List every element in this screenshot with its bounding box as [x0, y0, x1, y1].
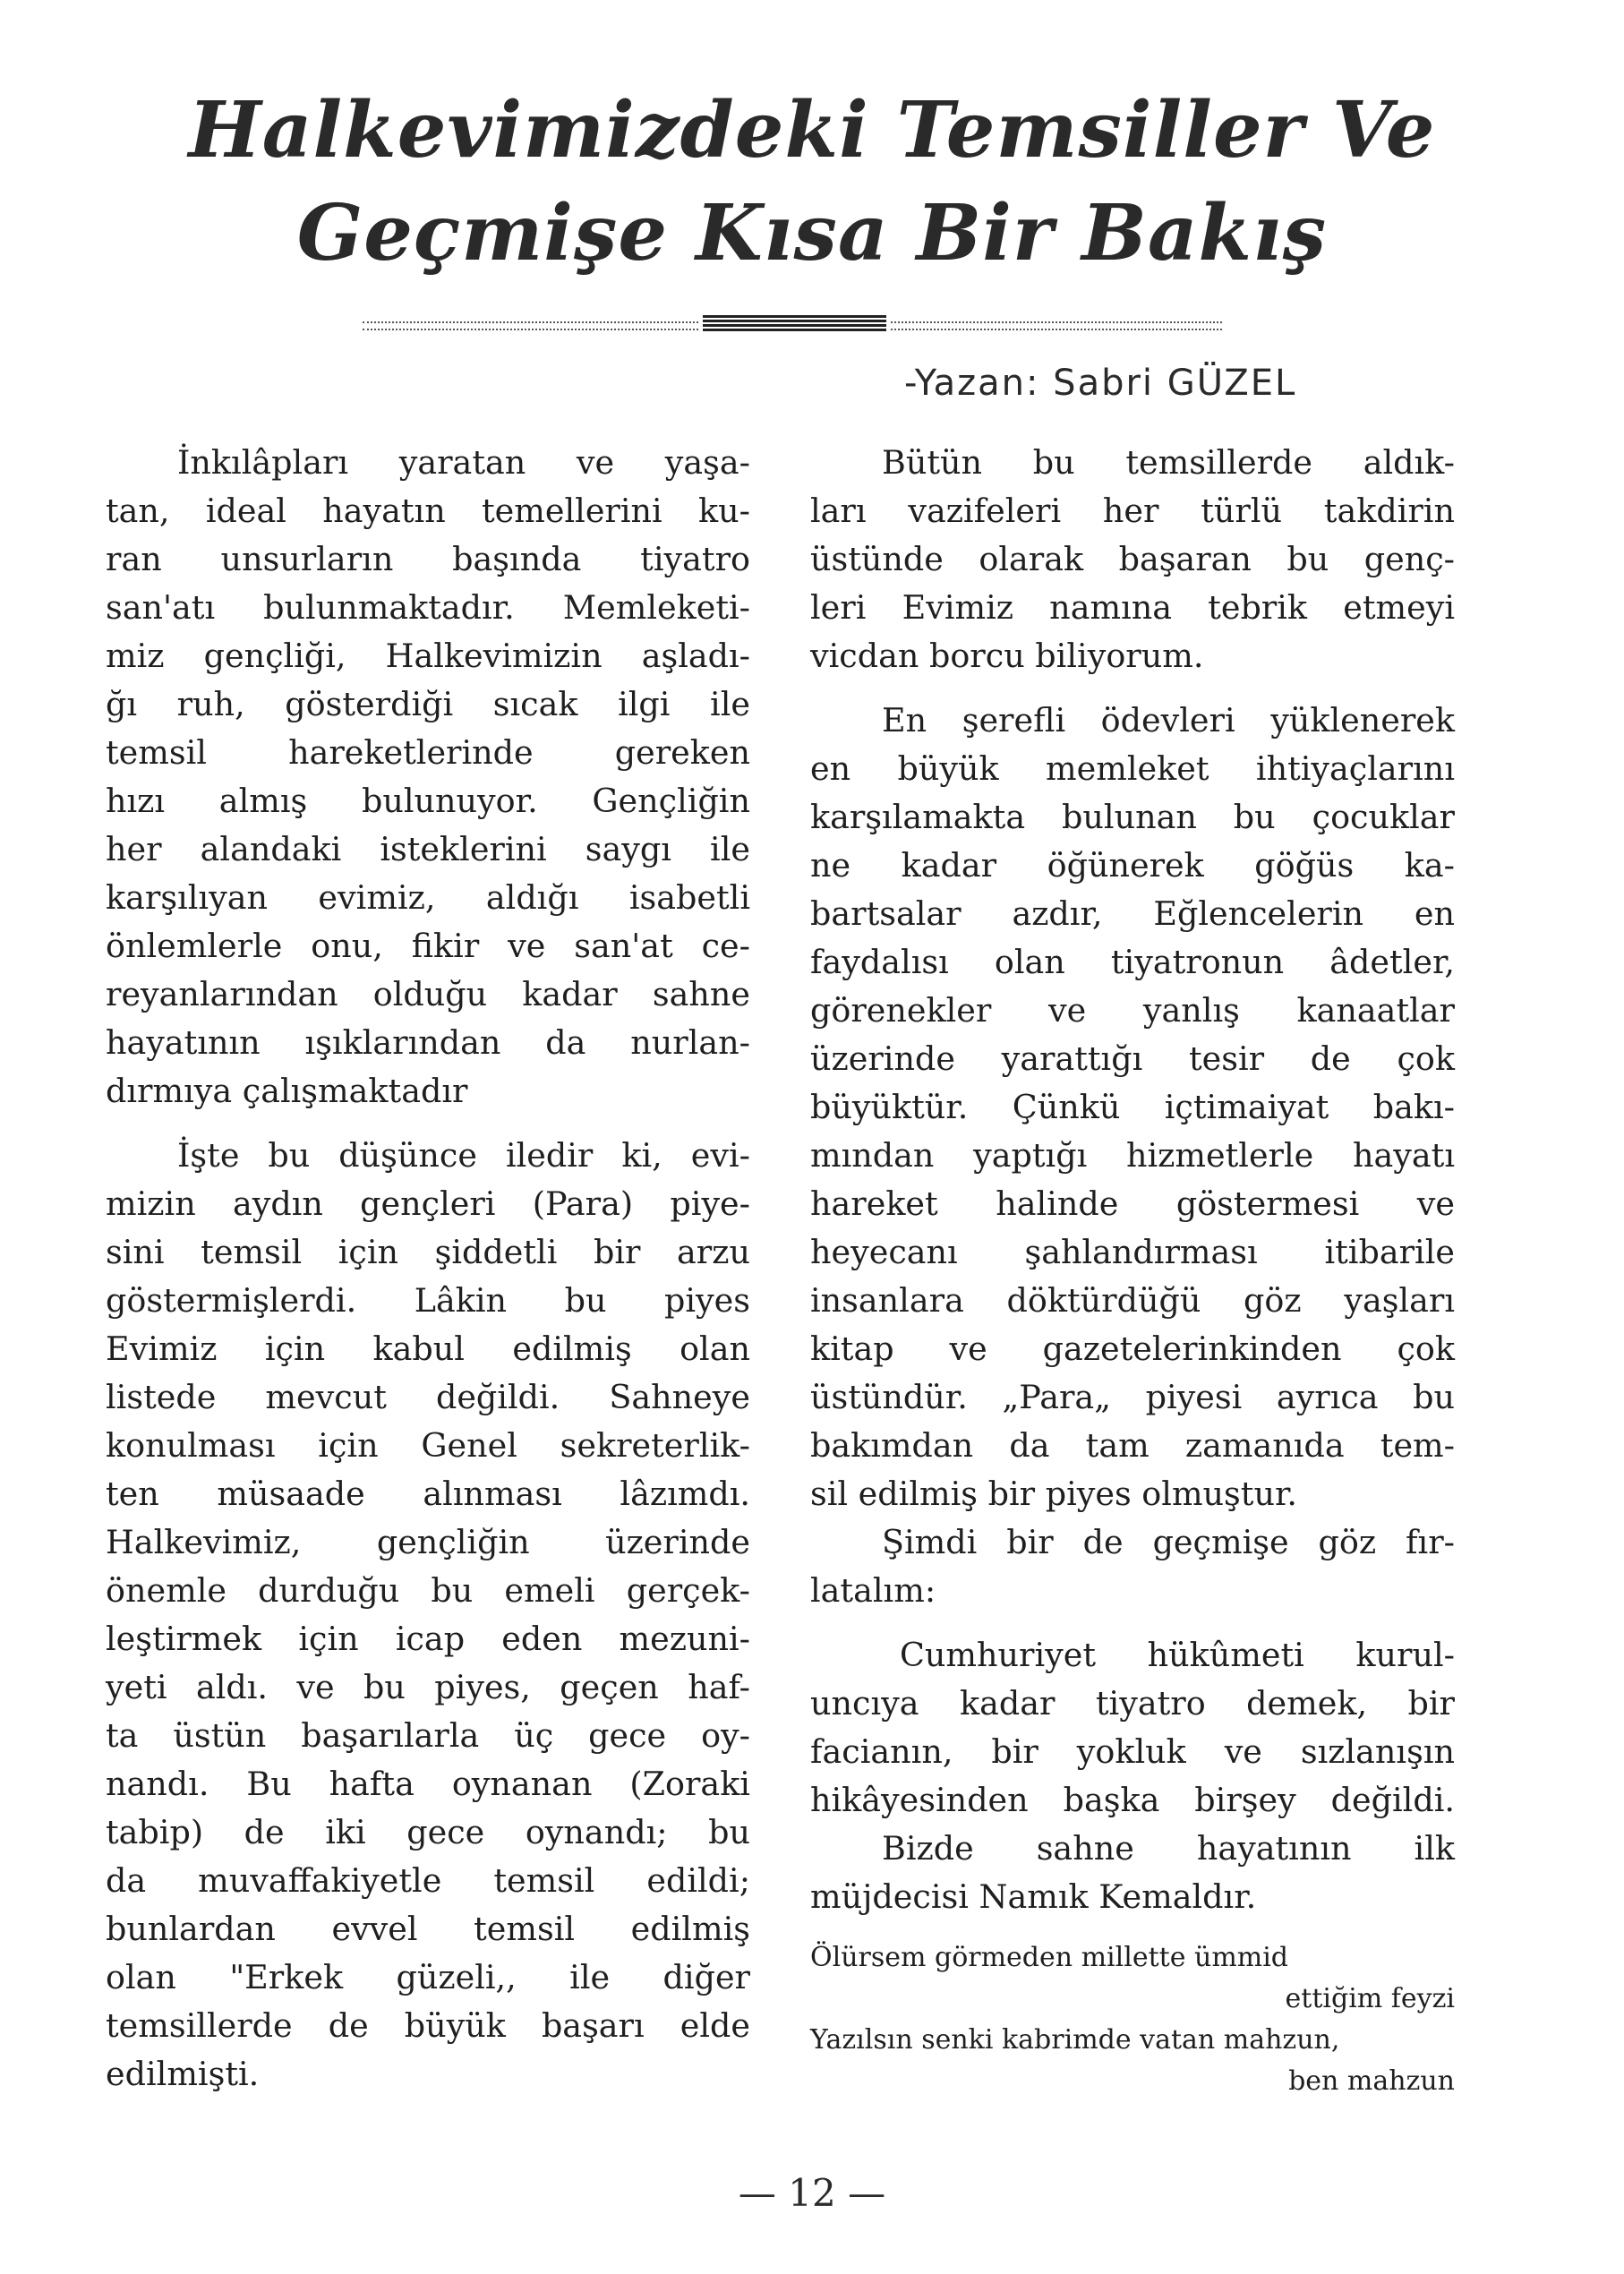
- divider-dots-left-lower: [363, 329, 698, 330]
- author-byline: -Yazan: Sabri GÜZEL: [904, 363, 1297, 404]
- text-line: edilmişti.: [106, 2055, 260, 2093]
- poem-line: ettiğim feyzi: [1285, 1983, 1455, 2014]
- text-line: da muvaffakiyetle temsil edildi;: [106, 1861, 750, 1900]
- text-line: önlemlerle onu, fikir ve san'at ce-: [106, 927, 750, 965]
- text-line: İnkılâpları yaratan ve yaşa-: [177, 443, 750, 482]
- text-line: karşılamakta bulunan bu çocuklar: [810, 798, 1455, 836]
- text-line: tabip) de iki gece oynandı; bu: [106, 1813, 750, 1851]
- text-line: ğı ruh, gösterdiği sıcak ilgi ile: [106, 685, 750, 723]
- text-line: olan "Erkek güzeli,, ile diğer: [106, 1958, 750, 1996]
- text-line: Evimiz için kabul edilmiş olan: [106, 1329, 750, 1368]
- text-line: karşılıyan evimiz, aldığı isabetli: [106, 878, 750, 917]
- text-line: görenekler ve yanlış kanaatlar: [810, 991, 1455, 1030]
- page-number: — 12 —: [738, 2171, 886, 2215]
- text-line: nandı. Bu hafta oynanan (Zoraki: [106, 1765, 750, 1803]
- poem-quote: [810, 1937, 1455, 2102]
- text-line: Bütün bu temsillerde aldık-: [882, 443, 1455, 482]
- text-line: göstermişlerdi. Lâkin bu piyes: [106, 1281, 750, 1320]
- text-line: üstündür. „Para„ piyesi ayrıca bu: [810, 1378, 1455, 1416]
- text-line: sini temsil için şiddetli bir arzu: [106, 1233, 750, 1271]
- text-line: ta üstün başarılarla üç gece oy-: [106, 1716, 750, 1755]
- right-column: [810, 439, 1455, 2102]
- text-line: insanlara döktürdüğü göz yaşları: [810, 1281, 1455, 1320]
- text-line: üzerinde yarattığı tesir de çok: [810, 1039, 1455, 1078]
- text-line: ları vazifeleri her türlü takdirin: [810, 492, 1455, 530]
- left-column: [106, 439, 750, 2099]
- divider-bar: [703, 315, 886, 333]
- text-line: leştirmek için icap eden mezuni-: [106, 1620, 750, 1658]
- text-line: önemle durduğu bu emeli gerçek-: [106, 1571, 750, 1610]
- text-line: leri Evimiz namına tebrik etmeyi: [810, 588, 1455, 627]
- text-line: müjdecisi Namık Kemaldır.: [810, 1877, 1257, 1916]
- text-line: yeti aldı. ve bu piyes, geçen haf-: [106, 1668, 750, 1706]
- poem-line: ben mahzun: [1288, 2065, 1455, 2097]
- text-line: hareket halinde göstermesi ve: [810, 1184, 1455, 1223]
- text-line: dırmıya çalışmaktadır: [106, 1072, 468, 1110]
- text-line: bunlardan evvel temsil edilmiş: [106, 1910, 750, 1948]
- text-line: üstünde olarak başaran bu genç-: [810, 540, 1455, 578]
- text-line: bartsalar azdır, Eğlencelerin en: [810, 894, 1455, 933]
- text-line: miz gençliği, Halkevimizin aşladı-: [106, 637, 750, 675]
- poem-line: Ölürsem görmeden millette ümmid: [810, 1942, 1289, 1973]
- text-line: temsil hareketlerinde gereken: [106, 733, 750, 772]
- text-line: İşte bu düşünce iledir ki, evi-: [177, 1136, 750, 1175]
- text-line: Bizde sahne hayatının ilk: [882, 1829, 1455, 1868]
- text-line: mından yaptığı hizmetlerle hayatı: [810, 1136, 1455, 1175]
- text-line: vicdan borcu biliyorum.: [810, 637, 1204, 675]
- divider-dots-right: [891, 321, 1222, 323]
- article-title-line-2: Geçmişe Kısa Bir Bakış: [296, 188, 1328, 278]
- text-line: konulması için Genel sekreterlik-: [106, 1426, 750, 1465]
- article-title-line-1: Halkevimizdeki Temsiller Ve: [188, 85, 1436, 175]
- text-line: temsillerde de büyük başarı elde: [106, 2006, 750, 2045]
- text-line: ran unsurların başında tiyatro: [106, 540, 750, 578]
- text-line: bakımdan da tam zamanıda tem-: [810, 1426, 1455, 1465]
- text-line: tan, ideal hayatın temellerini ku-: [106, 492, 750, 530]
- text-line: faydalısı olan tiyatronun âdetler,: [810, 943, 1455, 981]
- text-line: Halkevimiz, gençliğin üzerinde: [106, 1523, 750, 1561]
- text-line: her alandaki isteklerini saygı ile: [106, 830, 750, 868]
- text-line: Cumhuriyet hükûmeti kurul-: [900, 1636, 1455, 1674]
- text-line: hayatının ışıklarından da nurlan-: [106, 1023, 750, 1062]
- text-line: sil edilmiş bir piyes olmuştur.: [810, 1475, 1298, 1513]
- divider-dots-left: [363, 321, 698, 323]
- text-line: en büyük memleket ihtiyaçlarını: [810, 749, 1455, 788]
- text-line: listede mevcut değildi. Sahneye: [106, 1378, 750, 1416]
- text-line: hızı almış bulunuyor. Gençliğin: [106, 782, 750, 820]
- text-line: mizin aydın gençleri (Para) piye-: [106, 1184, 750, 1223]
- text-line: hikâyesinden başka birşey değildi.: [810, 1781, 1455, 1819]
- poem-line: Yazılsın senki kabrimde vatan mahzun,: [810, 2024, 1340, 2056]
- text-line: ten müsaade alınması lâzımdı.: [106, 1475, 750, 1513]
- divider-dots-right-lower: [891, 329, 1222, 330]
- text-line: facianın, bir yokluk ve sızlanışın: [810, 1732, 1455, 1771]
- title-divider: [363, 313, 1222, 335]
- text-line: büyüktür. Çünkü içtimaiyat bakı-: [810, 1088, 1455, 1126]
- text-line: reyanlarından olduğu kadar sahne: [106, 975, 750, 1013]
- text-line: kitap ve gazetelerinkinden çok: [810, 1329, 1455, 1368]
- text-line: heyecanı şahlandırması itibarile: [810, 1233, 1455, 1271]
- text-line: Şimdi bir de geçmişe göz fır-: [882, 1523, 1455, 1561]
- text-line: san'atı bulunmaktadır. Memleketi-: [106, 588, 750, 627]
- text-line: ne kadar öğünerek göğüs ka-: [810, 846, 1455, 885]
- text-line: latalım:: [810, 1571, 936, 1610]
- text-line: uncıya kadar tiyatro demek, bir: [810, 1684, 1455, 1723]
- text-line: En şerefli ödevleri yüklenerek: [882, 701, 1455, 739]
